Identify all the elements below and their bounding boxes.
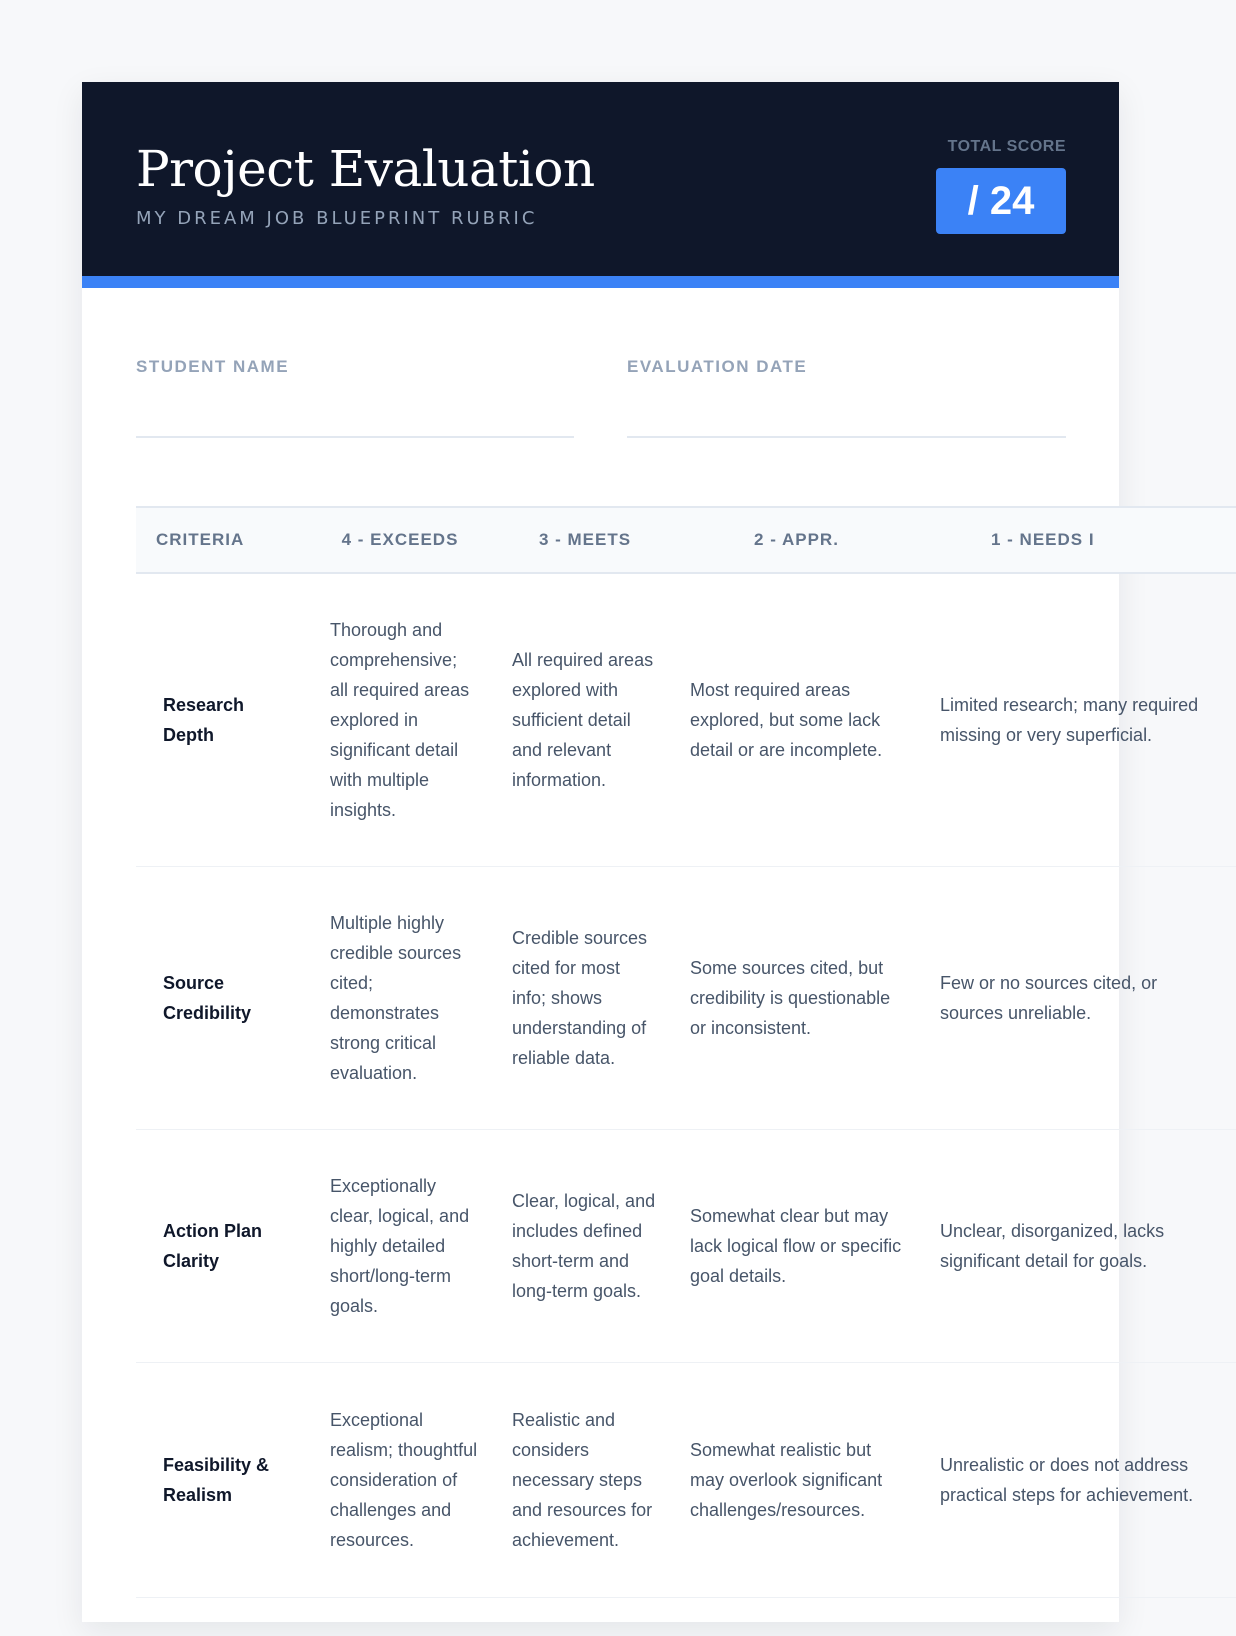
student-name-field[interactable] [136, 436, 574, 438]
needs-cell: Unclear, disorganized, lacks significant detail for goals. [940, 1220, 1165, 1271]
approaching-cell: Somewhat clear but may lack logical flow or specific goal details. [690, 1205, 902, 1286]
page-header [82, 82, 1119, 288]
approaching-cell: Somewhat realistic but may overlook significant challenges/resources. [690, 1439, 883, 1520]
rubric-table [136, 506, 1236, 1598]
evaluation-date-field[interactable] [627, 436, 1066, 438]
table-row [136, 866, 1236, 1129]
student-name-label: STUDENT NAME [136, 357, 290, 376]
evaluation-date-label: EVALUATION DATE [627, 357, 808, 376]
approaching-cell: Some sources cited, but credibility is questionable or inconsistent. [690, 957, 891, 1038]
needs-cell: Limited research; many required missing or very superficial. [940, 694, 1199, 745]
page-title: Project Evaluation [136, 140, 595, 198]
exceeds-cell: Multiple highly credible sources cited; demonstrates strong critical evaluation. [330, 912, 462, 1083]
table-row [136, 1129, 1236, 1362]
meets-cell: Credible sources cited for most info; shows understanding of reliable data. [512, 927, 648, 1068]
needs-cell: Unrealistic or does not address practical steps for achievement. [940, 1454, 1194, 1505]
total-score-label: TOTAL SCORE [947, 138, 1066, 155]
meets-cell: Realistic and considers necessary steps and resources for achievement. [512, 1409, 653, 1550]
criterion-cell: Action Plan Clarity [163, 1220, 263, 1271]
column-header-approaching: 2 - APPR. [754, 530, 839, 549]
column-header-criteria: CRITERIA [156, 530, 245, 549]
exceeds-cell: Thorough and comprehensive; all required areas explored in significant detail with multiple insights. [330, 619, 470, 820]
rubric-table-container [136, 506, 1199, 1636]
evaluation-card [82, 82, 1199, 1622]
criterion-cell: Research Depth [163, 694, 245, 745]
needs-cell: Few or no sources cited, or sources unreliable. [940, 972, 1158, 1023]
meets-cell: All required areas explored with sufficient detail and relevant information. [512, 649, 654, 790]
approaching-cell: Most required areas explored, but some lack detail or are incomplete. [690, 679, 883, 760]
exceeds-cell: Exceptional realism; thoughtful consideration of challenges and resources. [330, 1409, 478, 1550]
total-score-badge: / 24 [936, 168, 1066, 234]
criterion-cell: Feasibility & Realism [163, 1454, 270, 1505]
table-header-row [136, 507, 1236, 573]
table-row [136, 1362, 1236, 1597]
column-header-exceeds: 4 - EXCEEDS [341, 530, 459, 549]
criterion-cell: Source Credibility [163, 972, 252, 1023]
table-row [136, 573, 1236, 866]
page-subtitle: MY DREAM JOB BLUEPRINT RUBRIC [136, 208, 538, 229]
column-header-needs: 1 - NEEDS I [991, 530, 1095, 549]
column-header-meets: 3 - MEETS [538, 530, 632, 549]
exceeds-cell: Exceptionally clear, logical, and highly detailed short/long-term goals. [330, 1175, 470, 1316]
meets-cell: Clear, logical, and includes defined short-term and long-term goals. [512, 1190, 656, 1301]
